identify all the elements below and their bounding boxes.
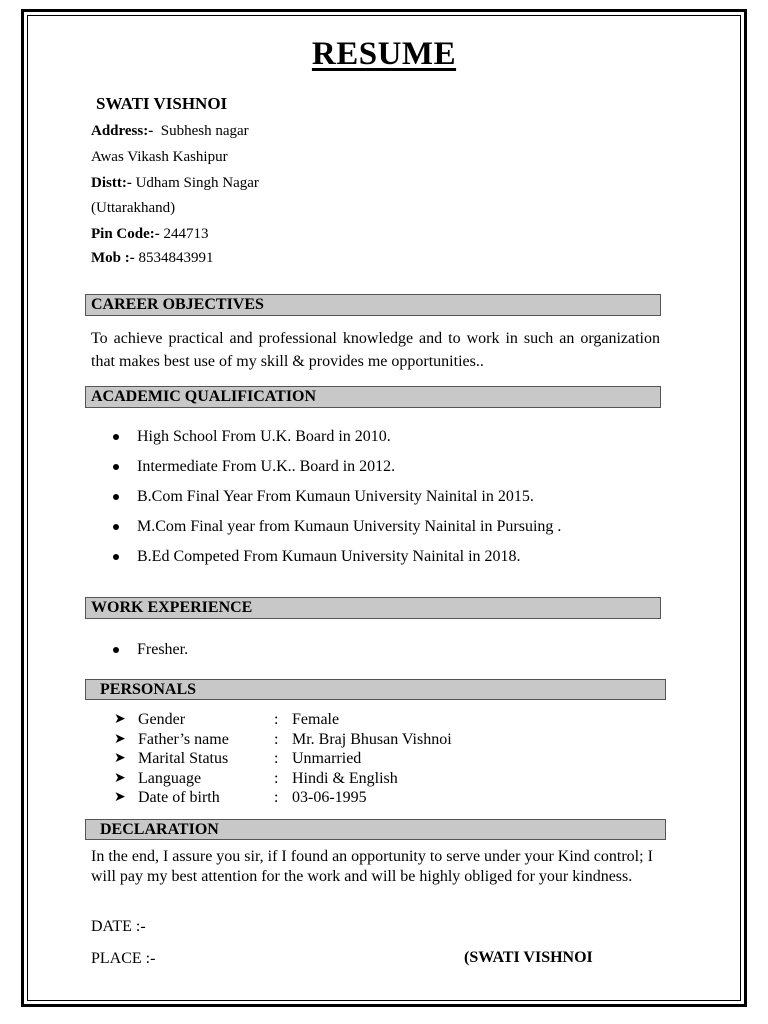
pin-line — [91, 225, 209, 243]
list-item: Fresher. — [113, 641, 188, 671]
list-item: B.Com Final Year From Kumaun University Nainital in 2015. — [113, 488, 561, 518]
address-label: Address:- — [91, 123, 154, 139]
bullet-icon — [113, 647, 119, 653]
mob-line — [91, 249, 214, 267]
arrow-bullet-icon: ➤ — [114, 770, 126, 786]
distt-label: Distt:- — [91, 175, 132, 191]
bullet-icon — [113, 524, 119, 530]
work-experience-heading: WORK EXPERIENCE — [85, 597, 661, 619]
arrow-bullet-icon: ➤ — [114, 712, 126, 727]
date-label: DATE :- — [91, 918, 146, 935]
list-item: High School From U.K. Board in 2010. — [113, 428, 561, 458]
address-line-1 — [91, 122, 249, 140]
place-label: PLACE :- — [91, 950, 156, 967]
bullet-icon — [113, 494, 119, 500]
arrow-bullet-icon: ➤ — [114, 751, 126, 766]
state-line: (Uttarakhand) — [91, 200, 176, 216]
personals-heading: PERSONALS — [85, 679, 666, 700]
academic-qualification-heading: ACADEMIC QUALIFICATION — [85, 386, 661, 408]
bullet-icon — [113, 434, 119, 440]
address-line-2: Awas Vikash Kashipur — [91, 149, 228, 165]
address-value: Subhesh nagar — [160, 123, 249, 139]
mob-value: 8534843991 — [138, 250, 214, 266]
bullet-icon — [113, 464, 119, 470]
work-list — [113, 641, 188, 671]
candidate-name: SWATI VISHNOI — [96, 94, 228, 113]
list-item: M.Com Final year from Kumaun University Nainital in Pursuing . — [113, 518, 561, 548]
arrow-bullet-icon: ➤ — [114, 731, 126, 747]
signature-name: (SWATI VISHNOI — [464, 949, 593, 966]
declaration-text: In the end, I assure you sir, if I found an opportunity to serve under your Kind control; I will pay my best attention for the work and will be highly obliged for your kindness. — [91, 848, 653, 885]
pin-label: Pin Code:- — [91, 226, 160, 242]
distt-line — [91, 174, 259, 192]
bullet-icon — [113, 554, 119, 560]
list-item: B.Ed Competed From Kumaun University Nainital in 2018. — [113, 548, 561, 578]
career-objectives-text: To achieve practical and professional knowledge and to work in such an organization that makes best use of my skill & provides me opportunities.. — [91, 330, 660, 370]
career-objectives-heading: CAREER OBJECTIVES — [85, 294, 661, 316]
resume-title: RESUME — [311, 36, 457, 72]
distt-value: Udham Singh Nagar — [135, 175, 259, 191]
arrow-bullet-icon: ➤ — [114, 790, 126, 805]
mob-label: Mob :- — [91, 250, 135, 266]
academic-list — [113, 428, 561, 578]
pin-value: 244713 — [163, 226, 209, 242]
list-item: Intermediate From U.K.. Board in 2012. — [113, 458, 561, 488]
declaration-heading: DECLARATION — [85, 819, 666, 840]
